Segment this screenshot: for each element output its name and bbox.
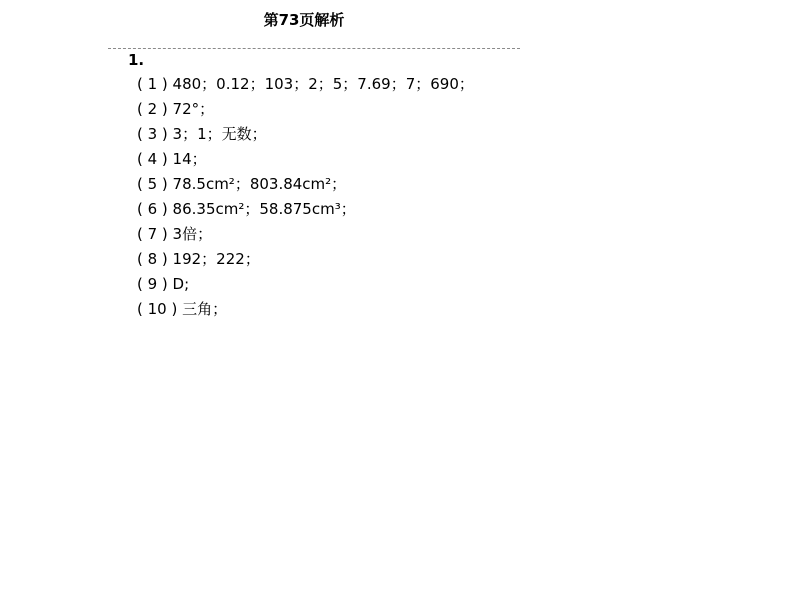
answer-item-9: ( 9 ) D; [137,275,190,293]
answer-item-7: ( 7 ) 3倍； [137,225,213,243]
answer-item-6: ( 6 ) 86.35cm²；58.875cm³； [137,200,356,218]
question-number: 1. [128,51,145,69]
answer-item-5: ( 5 ) 78.5cm²；803.84cm²； [137,175,347,193]
answer-item-3: ( 3 ) 3；1；无数； [137,125,267,143]
answer-item-2: ( 2 ) 72°； [137,100,215,118]
answer-item-4: ( 4 ) 14； [137,150,207,168]
answer-item-1: ( 1 ) 480；0.12；103；2；5；7.69；7；690； [137,75,474,93]
page-title: 第73页解析 [263,11,345,29]
answer-item-10: ( 10 ) 三角； [137,300,228,318]
answer-item-8: ( 8 ) 192；222； [137,250,260,268]
dashed-divider [108,48,520,49]
answer-list [137,72,474,322]
